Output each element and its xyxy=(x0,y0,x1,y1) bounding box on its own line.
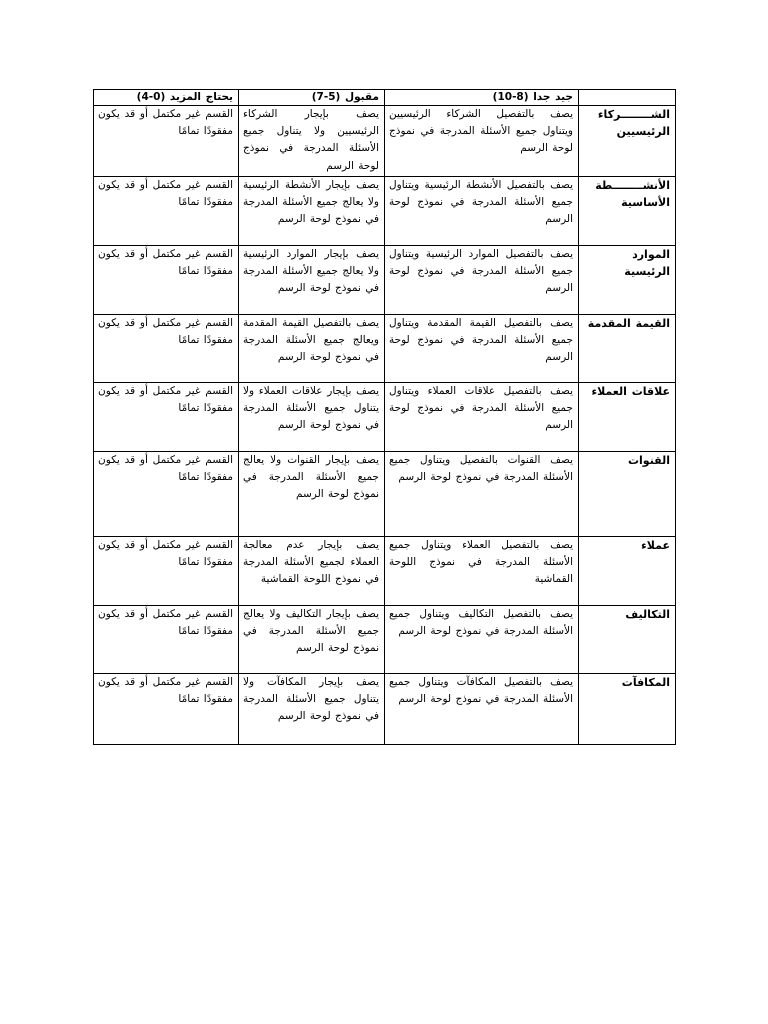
criterion-cell: القنوات xyxy=(579,452,676,537)
table-row xyxy=(94,246,676,315)
header-excellent: جيد جدا (8-10) xyxy=(385,90,579,106)
needs-more-cell: القسم غير مكتمل أو قد يكون مفقودًا تمامًا xyxy=(94,452,239,537)
needs-more-cell: القسم غير مكتمل أو قد يكون مفقودًا تمامًا xyxy=(94,315,239,383)
needs-more-cell: القسم غير مكتمل أو قد يكون مفقودًا تمامًا xyxy=(94,606,239,674)
acceptable-cell: يصف بإيجار الأنشطة الرئيسية ولا يعالج جميع الأسئلة المدرجة في نموذج لوحة الرسم xyxy=(239,177,385,246)
needs-more-cell: القسم غير مكتمل أو قد يكون مفقودًا تمامًا xyxy=(94,383,239,452)
table-row xyxy=(94,383,676,452)
header-criterion xyxy=(579,90,676,106)
excellent-cell: يصف بالتفصيل المكافآت ويتناول جميع الأسئلة المدرجة في نموذج لوحة الرسم xyxy=(385,674,579,745)
needs-more-cell: القسم غير مكتمل أو قد يكون مفقودًا تمامًا xyxy=(94,674,239,745)
excellent-cell: يصف بالتفصيل العملاء ويتناول جميع الأسئلة المدرجة في نموذج اللوحة القماشية xyxy=(385,537,579,606)
criterion-cell: التكاليف xyxy=(579,606,676,674)
acceptable-cell: يصف بإيجار الموارد الرئيسية ولا يعالج جميع الأسئلة المدرجة في نموذج لوحة الرسم xyxy=(239,246,385,315)
excellent-cell: يصف بالتفصيل علاقات العملاء ويتناول جميع الأسئلة المدرجة في نموذج لوحة الرسم xyxy=(385,383,579,452)
criterion-cell: الموارد الرئيسية xyxy=(579,246,676,315)
excellent-cell: يصف القنوات بالتفصيل ويتناول جميع الأسئلة المدرجة في نموذج لوحة الرسم xyxy=(385,452,579,537)
header-needs-more: يحتاج المزيد (0-4) xyxy=(94,90,239,106)
acceptable-cell: يصف بإيجار التكاليف ولا يعالج جميع الأسئلة المدرجة في نموذج لوحة الرسم xyxy=(239,606,385,674)
excellent-cell: يصف بالتفصيل الشركاء الرئيسيين ويتناول جميع الأسئلة المدرجة في نموذج لوحة الرسم xyxy=(385,106,579,177)
acceptable-cell: يصف بالتفصيل القيمة المقدمة ويعالج جميع الأسئلة المدرجة في نموذج لوحة الرسم xyxy=(239,315,385,383)
table-row xyxy=(94,315,676,383)
acceptable-cell: يصف بإيجار المكافآت ولا يتناول جميع الأسئلة المدرجة في نموذج لوحة الرسم xyxy=(239,674,385,745)
criterion-cell: القيمة المقدمة xyxy=(579,315,676,383)
acceptable-cell: يصف بإيجار القنوات ولا يعالج جميع الأسئلة المدرجة في نموذج لوحة الرسم xyxy=(239,452,385,537)
header-row xyxy=(94,90,676,106)
needs-more-cell: القسم غير مكتمل أو قد يكون مفقودًا تمامًا xyxy=(94,246,239,315)
needs-more-cell: القسم غير مكتمل أو قد يكون مفقودًا تمامًا xyxy=(94,177,239,246)
header-acceptable: مقبول (5-7) xyxy=(239,90,385,106)
acceptable-cell: يصف بإيجار عدم معالجة العملاء لجميع الأسئلة المدرجة في نموذج اللوحة القماشية xyxy=(239,537,385,606)
table-row xyxy=(94,177,676,246)
needs-more-cell: القسم غير مكتمل أو قد يكون مفقودًا تمامًا xyxy=(94,106,239,177)
excellent-cell: يصف بالتفصيل القيمة المقدمة ويتناول جميع الأسئلة المدرجة في نموذج لوحة الرسم xyxy=(385,315,579,383)
acceptable-cell: يصف بإيجار الشركاء الرئيسيين ولا يتناول جميع الأسئلة المدرجة في نموذج لوحة الرسم xyxy=(239,106,385,177)
table-row xyxy=(94,606,676,674)
criterion-cell: الشــــــــركاء الرئيسيين xyxy=(579,106,676,177)
table-row xyxy=(94,537,676,606)
criterion-cell: عملاء xyxy=(579,537,676,606)
criterion-cell: علاقات العملاء xyxy=(579,383,676,452)
table-row xyxy=(94,106,676,177)
table-row xyxy=(94,674,676,745)
acceptable-cell: يصف بإيجار علاقات العملاء ولا يتناول جميع الأسئلة المدرجة في نموذج لوحة الرسم xyxy=(239,383,385,452)
rubric-table xyxy=(93,89,676,745)
criterion-cell: المكافآت xyxy=(579,674,676,745)
table-row xyxy=(94,452,676,537)
criterion-cell: الأنشــــــــطة الأساسية xyxy=(579,177,676,246)
needs-more-cell: القسم غير مكتمل أو قد يكون مفقودًا تمامًا xyxy=(94,537,239,606)
excellent-cell: يصف بالتفصيل الموارد الرئيسية ويتناول جميع الأسئلة المدرجة في نموذج لوحة الرسم xyxy=(385,246,579,315)
excellent-cell: يصف بالتفصيل التكاليف ويتناول جميع الأسئلة المدرجة في نموذج لوحة الرسم xyxy=(385,606,579,674)
excellent-cell: يصف بالتفصيل الأنشطة الرئيسية ويتناول جميع الأسئلة المدرجة في نموذج لوحة الرسم xyxy=(385,177,579,246)
